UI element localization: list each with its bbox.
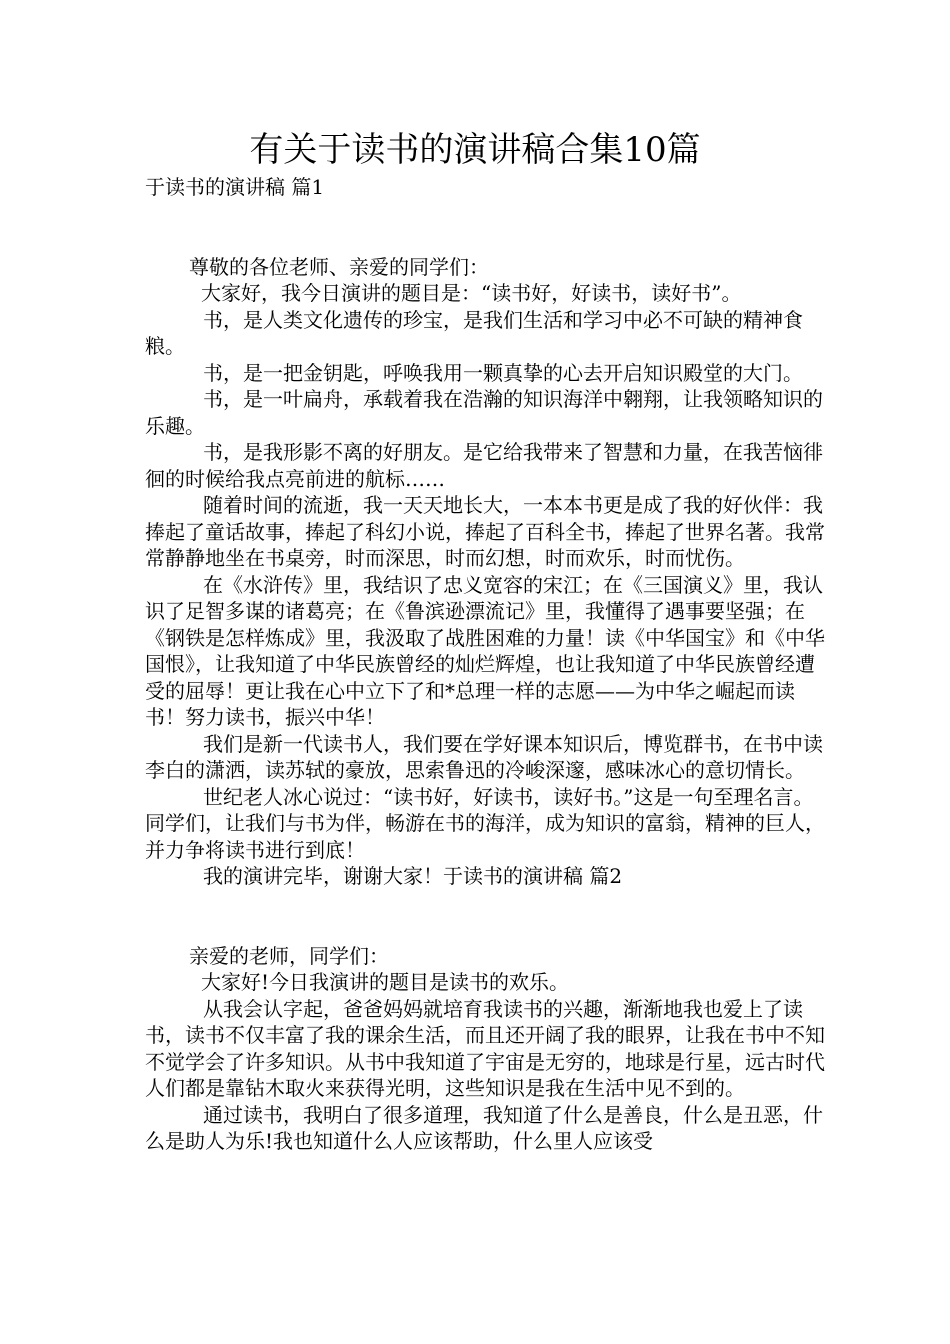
paragraph: 通过读书，我明白了很多道理，我知道了什么是善良，什么是丑恶，什么是助人为乐!我也知道什么人应该帮助，什么里人应该受 [145,1102,823,1153]
paragraph: 从我会认字起，爸爸妈妈就培育我读书的兴趣，渐渐地我也爱上了读书，读书不仅丰富了我的课余生活，而且还开阔了我的眼界，让我在书中不知不觉学会了许多知识。从书中我知道了宇宙是无穷的，地球是行星，远古时代人们都是靠钻木取火来获得光明，这些知识是我在生活中见不到的。 [145,996,825,1100]
paragraph: 随着时间的流逝，我一天天地长大，一本本书更是成了我的好伙伴：我捧起了童话故事，捧起了科幻小说，捧起了百科全书，捧起了世界名著。我常常静静地坐在书桌旁，时而深思，时而幻想，时而欢乐，时而忧伤。 [145,493,825,570]
paragraph: 大家好!今日我演讲的题目是读书的欢乐。 [201,970,570,994]
section-heading: 于读书的演讲稿 篇1 [145,175,325,199]
blank-space [145,890,825,943]
paragraph: 书，是人类文化遗传的珍宝，是我们生活和学习中必不可缺的精神食粮。 [145,307,803,358]
salutation: 尊敬的各位老师、亲爱的同学们： [189,254,489,279]
blank-space [145,201,825,254]
paragraph: 世纪老人冰心说过：“读书好，好读书，读好书。”这是一句至理名言。同学们，让我们与书为伴，畅游在书的海洋，成为知识的富翁，精神的巨人，并力争将读书进行到底！ [145,784,825,862]
paragraph: 书，是一叶扁舟，承载着我在浩瀚的知识海洋中翱翔，让我领略知识的乐趣。 [145,387,823,438]
document-body [145,174,825,1155]
document-title: 有关于读书的演讲稿合集10篇 [249,130,701,170]
paragraph: 在《水浒传》里，我结识了忠义宽容的宋江；在《三国演义》里，我认识了足智多谋的诸葛亮；在《鲁滨逊漂流记》里，我懂得了遇事要坚强；在《钢铁是怎样炼成》里，我汲取了战胜困难的力量！读《中华国宝》和《中华国恨》，让我知道了中华民族曾经的灿烂辉煌，也让我知道了中华民族曾经遭受的屈辱！更让我在心中立下了和*总理一样的志愿——为中华之崛起而读书！努力读书，振兴中华！ [145,572,825,729]
salutation: 亲爱的老师，同学们： [189,943,389,968]
paragraph: 书，是一把金钥匙，呼唤我用一颗真挚的心去开启知识殿堂的大门。 [203,360,803,385]
paragraph: 书，是我形影不离的好朋友。是它给我带来了智慧和力量，在我苦恼徘徊的时候给我点亮前进的航标…… [145,440,823,491]
paragraph: 我的演讲完毕，谢谢大家！于读书的演讲稿 篇2 [203,864,623,888]
paragraph: 大家好，我今日演讲的题目是：“读书好，好读书，读好书”。 [201,281,742,305]
paragraph: 我们是新一代读书人，我们要在学好课本知识后，博览群书，在书中读李白的潇洒，读苏轼的豪放，思索鲁迅的冷峻深邃，感味冰心的意切情长。 [145,731,823,782]
